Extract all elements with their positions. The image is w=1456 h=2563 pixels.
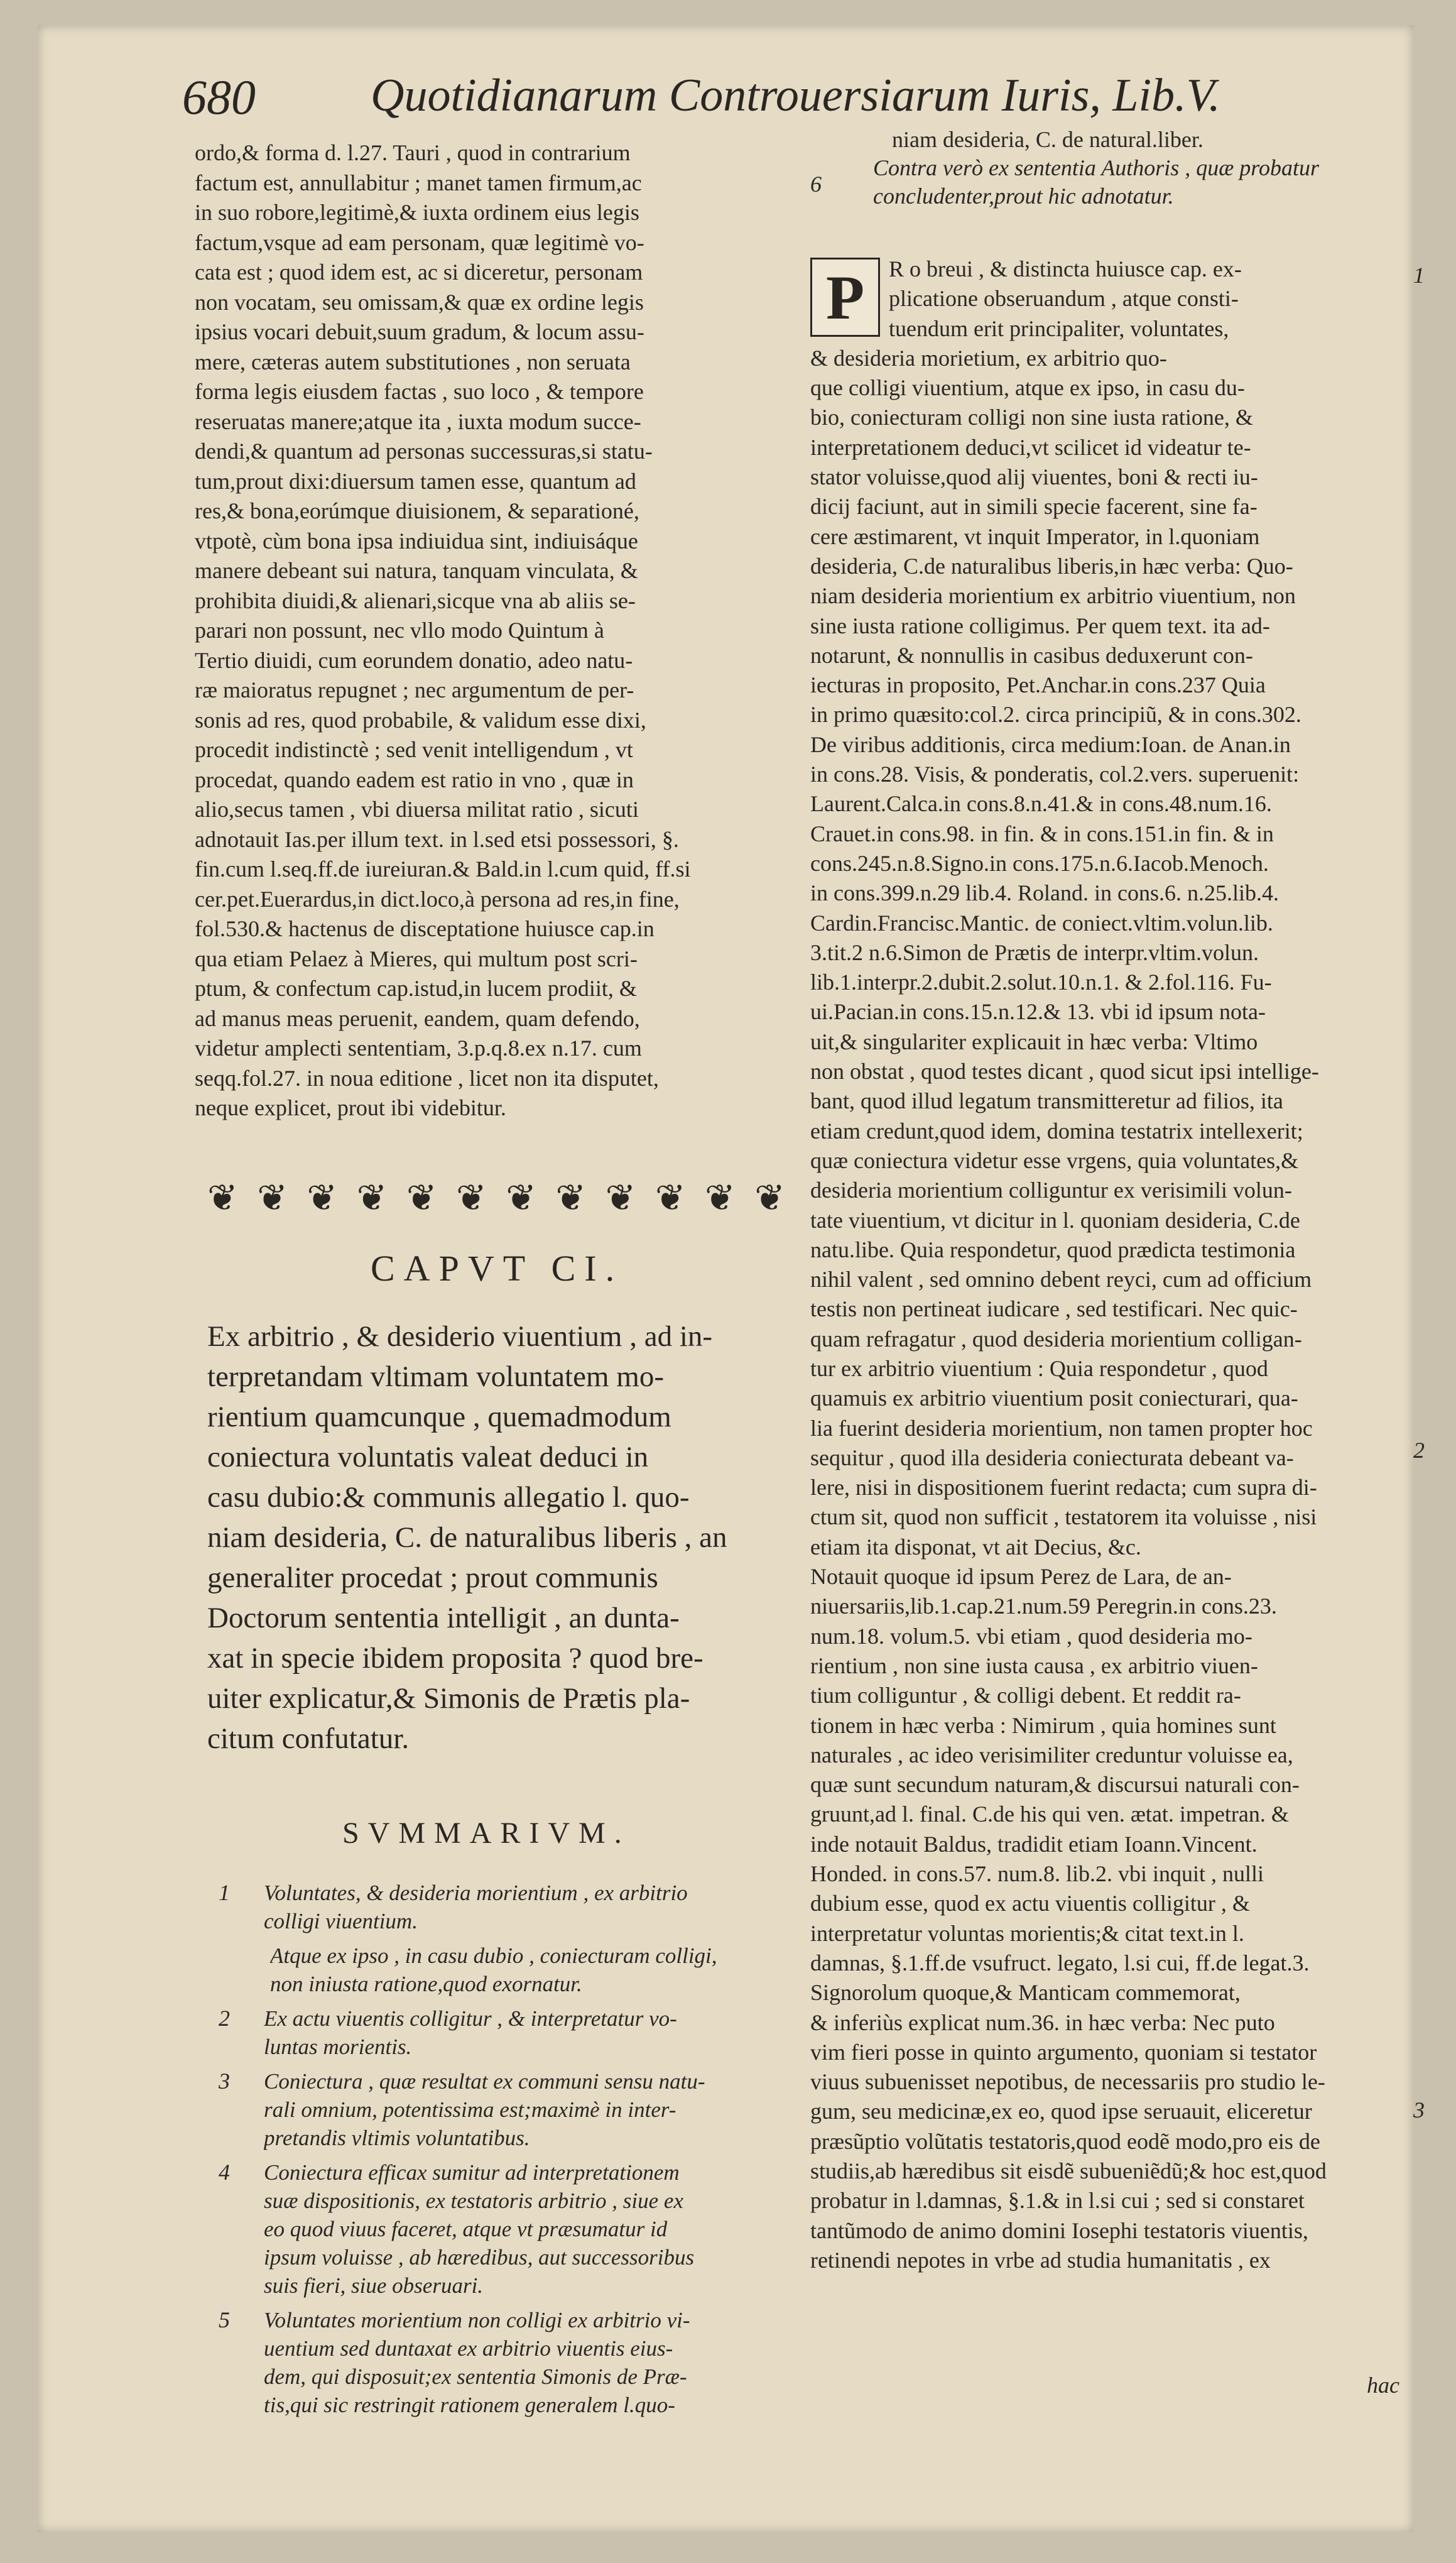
text-line: dubium esse, quod ex actu viuentis colligitur , & <box>810 1891 1250 1916</box>
text-line: fin.cum l.seq.ff.de iureiuran.& Bald.in l.cum quid, ff.si <box>195 856 691 882</box>
margin-number: 1 <box>1413 263 1425 288</box>
text-line: & inferiùs explicat num.36. in hæc verba: Nec puto <box>810 2009 1275 2035</box>
text-line: inde notauit Baldus, tradidit etiam Ioann.Vincent. <box>810 1831 1258 1857</box>
text-line: concludenter,prout hic adnotatur. <box>873 183 1174 209</box>
text-line: dem, qui disposuit;ex sententia Simonis de Præ- <box>264 2364 687 2389</box>
text-line: lib.1.interpr.2.dubit.2.solut.10.n.1. & 2.fol.116. Fu- <box>810 970 1272 995</box>
text-line: Cardin.Francisc.Mantic. de coniect.vltim.volun.lib. <box>810 910 1273 936</box>
text-line: Contra verò ex sententia Authoris , quæ probatur <box>873 155 1319 180</box>
text-line: pretandis vltimis voluntatibus. <box>264 2126 530 2150</box>
text-line: non iniusta ratione,quod exornatur. <box>270 1972 582 1996</box>
text-line: natu.libe. Quia respondetur, quod prædicta testimonia <box>810 1237 1296 1262</box>
text-line: retinendi nepotes in vrbe ad studia humanitatis , ex <box>810 2247 1271 2273</box>
text-line: cata est ; quod idem est, ac si diceretur, personam <box>195 260 643 285</box>
text-line: Signorolum quoque,& Manticam commemorat, <box>810 1980 1241 2006</box>
text-line: cer.pet.Euerardus,in dict.loco,à persona ad res,in fine, <box>195 886 680 912</box>
text-line: desideria, C.de naturalibus liberis,in hæc verba: Quo- <box>810 553 1293 579</box>
summary-item <box>207 2067 798 2152</box>
text-line: etiam ita disponat, vt ait Decius, &c. <box>810 1534 1141 1560</box>
summary-number: 3 <box>219 2068 230 2094</box>
text-line: quæ sunt secundum naturam,& discursui naturali con- <box>810 1772 1300 1798</box>
text-line: non vocatam, seu omissam,& quæ ex ordine legis <box>195 289 644 315</box>
text-line: alio,secus tamen , vbi diuersa militat ratio , sicuti <box>195 797 639 822</box>
text-line: in primo quæsito:col.2. circa principiũ, & in cons.302. <box>810 702 1301 728</box>
page-number: 680 <box>182 70 256 124</box>
catchword: hac <box>1367 2373 1399 2398</box>
text-line: coniectura voluntatis valeat deduci in <box>207 1441 649 1473</box>
text-line: testis non pertineat iudicare , sed testificari. Nec quic- <box>810 1296 1298 1322</box>
text-line: tuendum erit principaliter, voluntates, <box>889 315 1229 341</box>
text-line: citum confutatur. <box>207 1722 410 1755</box>
right-top-block <box>810 126 1432 210</box>
text-line: ptum, & confectum cap.istud,in lucem prodiit, & <box>195 976 637 1001</box>
text-line: manere debeant sui natura, tanquam vinculata, & <box>195 558 638 583</box>
text-line: niam desideria morientium ex arbitrio viuentium, non <box>810 583 1296 609</box>
text-line: niuersariis,lib.1.cap.21.num.59 Peregrin.in cons.23. <box>810 1593 1277 1619</box>
text-line: colligi viuentium. <box>264 1909 418 1933</box>
text-line: interpretatur voluntas morientis;& citat text.in l. <box>810 1920 1244 1946</box>
text-line: gum, seu medicinæ,ex eo, quod ipse seruauit, eliceretur <box>810 2099 1312 2124</box>
summary-number: 2 <box>219 2006 230 2031</box>
summary-item <box>207 1942 798 1998</box>
text-line: naturales , ac ideo verisimiliter creduntur voluisse ea, <box>810 1742 1293 1768</box>
text-line: tur ex arbitrio viuentium : Quia respondetur , quod <box>810 1355 1268 1381</box>
text-line: tum,prout dixi:diuersum tamen esse, quantum ad <box>195 468 636 494</box>
fleuron-icon: ❦ <box>555 1178 587 1218</box>
fleuron-icon: ❦ <box>406 1178 437 1218</box>
text-line: etiam credunt,quod idem, domina testatrix intellexerit; <box>810 1118 1303 1144</box>
text-line: tis,qui sic restringit rationem generalem l.quo- <box>264 2393 675 2417</box>
text-line: dendi,& quantum ad personas successuras,si statu- <box>195 439 653 464</box>
text-line: uit,& singulariter explicauit in hæc verba: Vltimo <box>810 1029 1258 1054</box>
text-line: stator voluisse,quod alij viuentes, boni & recti iu- <box>810 464 1258 490</box>
text-line: R o breui , & distincta huiusce cap. ex- <box>889 256 1242 281</box>
fleuron-icon: ❦ <box>655 1178 686 1218</box>
text-line: terpretandam vltimam voluntatem mo- <box>207 1360 664 1393</box>
text-line: Notauit quoque id ipsum Perez de Lara, de an- <box>810 1564 1232 1590</box>
text-line: parari non possunt, nec vllo modo Quintum à <box>195 618 604 643</box>
text-line: eo quod viuus faceret, atque vt præsumatur id <box>264 2217 668 2241</box>
text-line: cons.245.n.8.Signo.in cons.175.n.6.Iacob.Menoch. <box>810 850 1269 876</box>
fleuron-icon: ❦ <box>356 1178 388 1218</box>
dropcap-initial: P <box>810 258 880 337</box>
text-line: Doctorum sententia intelligit , an dunta- <box>207 1602 680 1634</box>
text-line: gruunt,ad l. final. C.de his qui ven. ætat. impetran. & <box>810 1801 1289 1827</box>
right-column-text <box>810 254 1432 2275</box>
text-line: viuus subuenisset nepotibus, de necessariis pro studio le- <box>810 2069 1325 2095</box>
text-line: ipsum voluisse , ab hæredibus, aut successoribus <box>264 2245 695 2270</box>
text-line: in suo robore,legitimè,& iuxta ordinem eius legis <box>195 200 639 225</box>
text-line: studiis,ab hæredibus sit eisdẽ subueniẽdũ;& hoc est,quod <box>810 2158 1327 2183</box>
text-line: uentium sed duntaxat ex arbitrio viuentis eius- <box>264 2336 673 2361</box>
left-column-text <box>195 138 791 1123</box>
text-line: prohibita diuidi,& alienari,sicque vna ab aliis se- <box>195 587 636 613</box>
text-line: lia fuerint desideria morientium, non tamen propter hoc <box>810 1415 1313 1441</box>
margin-number: 2 <box>1413 1438 1425 1463</box>
text-line: quæ coniectura videtur esse vrgens, quia voluntates,& <box>810 1147 1299 1173</box>
text-line: lere, nisi in dispositionem fuerint redacta; cum supra di- <box>810 1475 1317 1500</box>
text-line: ipsius vocari debuit,suum gradum, & locum assu- <box>195 319 644 344</box>
text-line: sine iusta ratione colligimus. Per quem text. ita ad- <box>810 613 1270 638</box>
text-line: in cons.399.n.29 lib.4. Roland. in cons.6. n.25.lib.4. <box>810 880 1279 906</box>
text-line: vim fieri posse in quinto argumento, quoniam si testator <box>810 2039 1317 2065</box>
text-line: videtur amplecti sententiam, 3.p.q.8.ex n.17. cum <box>195 1036 642 1061</box>
page-header <box>182 63 1376 132</box>
chapter-title: CAPVT CI. <box>371 1248 624 1289</box>
text-line: suæ dispositionis, ex testatoris arbitrio , siue ex <box>264 2189 683 2213</box>
text-line: probatur in l.damnas, §.1.& in l.si cui ; sed si constaret <box>810 2188 1305 2214</box>
text-line: & desideria morietium, ex arbitrio quo- <box>810 345 1167 371</box>
text-line: præsũptio volũtatis testatoris,quod eodẽ modo,pro eis de <box>810 2128 1320 2154</box>
summary-number: 1 <box>219 1880 230 1905</box>
text-line: casu dubio:& communis allegatio l. quo- <box>207 1481 690 1514</box>
text-line: ordo,& forma d. l.27. Tauri , quod in contrarium <box>195 140 631 165</box>
text-line: non obstat , quod testes dicant , quod sicut ipsi intellige- <box>810 1059 1319 1085</box>
fleuron-icon: ❦ <box>456 1178 487 1218</box>
text-line: tantũmodo de animo domini Iosephi testatoris viuentis, <box>810 2217 1308 2243</box>
text-line: fol.530.& hactenus de disceptatione huiusce cap.in <box>195 916 655 941</box>
text-line: plicatione obseruandum , atque consti- <box>889 286 1239 312</box>
summary-number: 4 <box>219 2160 230 2185</box>
text-line: ui.Pacian.in cons.15.n.12.& 13. vbi id ipsum nota- <box>810 999 1266 1025</box>
text-line: dicij faciunt, aut in simili specie facerent, sine fa- <box>810 494 1258 520</box>
text-line: ræ maioratus repugnet ; nec argumentum de per- <box>195 677 634 702</box>
text-line: Ex arbitrio , & desiderio viuentium , ad in- <box>207 1320 713 1353</box>
text-line: adnotauit Ias.per illum text. in l.sed etsi possessori, §. <box>195 826 679 852</box>
margin-number: 3 <box>1413 2097 1425 2123</box>
text-line: Coniectura , quæ resultat ex communi sensu natu- <box>264 2069 705 2094</box>
text-line: tium colliguntur , & colligi debent. Et reddit ra- <box>810 1683 1241 1708</box>
summary-item <box>207 2004 798 2061</box>
fleuron-icon: ❦ <box>605 1178 636 1218</box>
text-line: vtpotè, cùm bona ipsa indiuidua sint, indiuisáque <box>195 528 638 554</box>
text-line: mere, cæteras autem substitutiones , non seruata <box>195 349 631 374</box>
text-line: procedit indistinctè ; sed venit intelligendum , vt <box>195 737 633 762</box>
text-line: Voluntates, & desideria morientium , ex arbitrio <box>264 1881 688 1905</box>
text-line: niam desideria, C. de naturalibus liberis , an <box>207 1521 727 1554</box>
text-line: niam desideria, C. de natural.liber. <box>892 127 1203 152</box>
text-line: sequitur , quod illa desideria coniecturata debeant va- <box>810 1445 1294 1470</box>
summary-number-6: 6 <box>810 172 822 197</box>
fleuron-icon: ❦ <box>506 1178 536 1218</box>
fleuron-icon: ❦ <box>705 1178 736 1218</box>
text-line: notarunt, & nonnullis in casibus deduxerunt con- <box>810 642 1253 668</box>
text-line: Laurent.Calca.in cons.8.n.41.& in cons.48.num.16. <box>810 791 1272 817</box>
text-line: bio, coniecturam colligi non sine iusta ratione, & <box>810 405 1253 430</box>
text-line: neque explicet, prout ibi videbitur. <box>195 1095 506 1120</box>
text-line: procedat, quando eadem est ratio in vno , quæ in <box>195 767 634 792</box>
text-line: uiter explicatur,& Simonis de Prætis pla- <box>207 1682 690 1715</box>
text-line: quamuis ex arbitrio viuentium posit coniecturari, qua- <box>810 1385 1298 1411</box>
text-line: qua etiam Pelaez à Mieres, qui multum post scri- <box>195 946 638 971</box>
text-line: suis fieri, siue obseruari. <box>264 2273 484 2298</box>
text-line: rientium , non sine iusta causa , ex arbitrio viuen- <box>810 1653 1258 1678</box>
fleuron-icon: ❦ <box>307 1178 338 1218</box>
text-line: bant, quod illud legatum transmitteretur ad filios, ita <box>810 1088 1283 1114</box>
chapter-intro <box>207 1316 791 1759</box>
text-line: quam refragatur , quod desideria morientium colligan- <box>810 1326 1302 1352</box>
text-line: De viribus additionis, circa medium:Ioan. de Anan.in <box>810 731 1291 757</box>
text-line: ad manus meas peruenit, eandem, quam defendo, <box>195 1005 640 1031</box>
fleuron-icon: ❦ <box>754 1178 785 1218</box>
ornament-divider <box>207 1176 785 1220</box>
text-line: desideria morientium colliguntur ex verisimili volun- <box>810 1178 1292 1203</box>
text-line: rali omnium, potentissima est;maximè in inter- <box>264 2097 676 2122</box>
fleuron-icon: ❦ <box>207 1178 238 1218</box>
text-line: generaliter procedat ; prout communis <box>207 1561 658 1594</box>
summary-title: SVMMARIVM. <box>342 1817 631 1850</box>
text-line: Tertio diuidi, cum eorundem donatio, adeo natu- <box>195 647 633 673</box>
text-line: cere æstimarent, vt inquit Imperator, in l.quoniam <box>810 523 1260 549</box>
summary-list <box>207 1879 798 2425</box>
text-line: forma legis eiusdem factas , suo loco , & tempore <box>195 379 644 404</box>
fleuron-icon: ❦ <box>257 1178 288 1218</box>
text-line: Voluntates morientium non colligi ex arbitrio vi- <box>264 2308 690 2332</box>
text-line: Honded. in cons.57. num.8. lib.2. vbi inquit , nulli <box>810 1861 1264 1887</box>
text-line: interpretationem deduci,vt scilicet id videatur te- <box>810 434 1251 460</box>
text-line: Coniectura efficax sumitur ad interpretationem <box>264 2160 680 2185</box>
summary-item <box>207 2306 798 2419</box>
text-line: Crauet.in cons.98. in fin. & in cons.151.in fin. & in <box>810 821 1274 846</box>
text-line: luntas morientis. <box>264 2035 412 2059</box>
text-line: iecturas in proposito, Pet.Anchar.in cons.237 Quia <box>810 672 1266 698</box>
text-line: num.18. volum.5. vbi etiam , quod desideria mo- <box>810 1623 1252 1649</box>
summary-number: 5 <box>219 2307 230 2332</box>
text-line: reseruatas manere;atque ita , iuxta modum succe- <box>195 408 641 434</box>
running-title: Quotidianarum Controuersiarum Iuris, Lib.V. <box>371 70 1220 121</box>
text-line: seqq.fol.27. in noua editione , licet non ita disputet, <box>195 1065 659 1091</box>
text-line: xat in specie ibidem proposita ? quod bre- <box>207 1642 704 1675</box>
text-line: rientium quamcunque , quemadmodum <box>207 1401 671 1433</box>
text-line: tate viuentium, vt dicitur in l. quoniam desideria, C.de <box>810 1207 1300 1233</box>
summary-item <box>207 1879 798 1935</box>
text-line: Atque ex ipso , in casu dubio , coniecturam colligi, <box>270 1943 717 1968</box>
text-line: 3.tit.2 n.6.Simon de Prætis de interpr.vltim.volun. <box>810 939 1259 965</box>
text-line: damnas, §.1.ff.de vsufruct. legato, l.si cui, ff.de legat.3. <box>810 1950 1310 1976</box>
text-line: sonis ad res, quod probabile, & validum esse dixi, <box>195 707 646 733</box>
text-line: ctum sit, quod non sufficit , testatorem ita voluisse , nisi <box>810 1504 1317 1530</box>
summary-item <box>207 2158 798 2300</box>
text-line: tionem in hæc verba : Nimirum , quia homines sunt <box>810 1712 1276 1738</box>
text-line: res,& bona,eorúmque diuisionem, & separationé, <box>195 498 639 523</box>
text-line: in cons.28. Visis, & ponderatis, col.2.vers. superuenit: <box>810 762 1300 787</box>
text-line: factum,vsque ad eam personam, quæ legitimè vo- <box>195 229 644 255</box>
text-line: factum est, annullabitur ; manet tamen firmum,ac <box>195 170 642 195</box>
text-line: nihil valent , sed omnino debent reyci, cum ad officium <box>810 1267 1312 1292</box>
text-line: Ex actu viuentis colligitur , & interpretatur vo- <box>264 2006 677 2031</box>
text-line: que colligi viuentium, atque ex ipso, in casu du- <box>810 375 1245 401</box>
